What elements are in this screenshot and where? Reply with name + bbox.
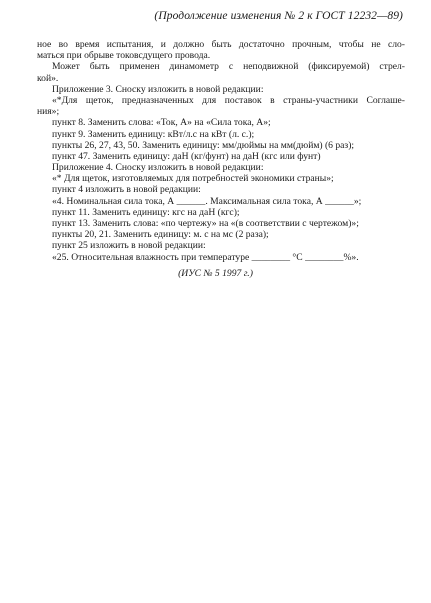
body-line: «* Для щеток, изготовляемых для потребностей экономики страны»;: [52, 173, 334, 185]
body-line: пункт 47. Заменить единицу: даН (кг/фунт) на даН (кгс или фунт): [52, 150, 321, 162]
body-line: ное во время испытания, и должно быть достаточно прочным, чтобы не сло-: [37, 39, 405, 50]
body-line: пункт 9. Заменить единицу: кВт/л.с на кВт (л. с.);: [52, 128, 255, 140]
body-line: «*Для щеток, предназначенных для поставок в страны-участники Соглаше-: [52, 94, 405, 106]
body-line: Приложение 4. Сноску изложить в новой редакции:: [52, 162, 264, 174]
body-line: «4. Номинальная сила тока, А ______. Максимальная сила тока, А ______»;: [52, 195, 362, 207]
body-line: пункт 8. Заменить слова: «Ток, А» на «Сила тока, А»;: [52, 117, 271, 129]
body-line: пункты 26, 27, 43, 50. Заменить единицу: мм/дюймы на мм(дюйм) (6 раз);: [52, 139, 355, 151]
document-body: [37, 39, 405, 263]
body-line: пункт 25 изложить в новой редакции:: [52, 240, 206, 252]
body-line: пункт 13. Заменить слова: «по чертежу» на «(в соответствии с чертежом)»;: [52, 218, 359, 229]
body-line: пункты 20, 21. Заменить единицу: м. с на мс (2 раза);: [52, 229, 269, 241]
body-line: пункт 4 изложить в новой редакции:: [52, 184, 201, 196]
body-line: Приложение 3. Сноску изложить в новой редакции:: [52, 83, 264, 95]
body-line: кой».: [37, 72, 59, 84]
page-header: (Продолжение изменения № 2 к ГОСТ 12232—89): [154, 10, 403, 22]
body-line: ния»;: [37, 106, 60, 118]
body-line: «25. Относительная влажность при температуре ________ °С ________%».: [52, 251, 359, 263]
body-line: Может быть применен динамометр с неподвижной (фиксируемой) стрел-: [52, 61, 405, 73]
footer-reference: (ИУС № 5 1997 г.): [178, 268, 253, 279]
body-line: маться при обрыве токовсдущего провода.: [37, 50, 211, 62]
body-line: пункт 11. Заменить единицу: кгс на даН (кгс);: [52, 206, 240, 218]
